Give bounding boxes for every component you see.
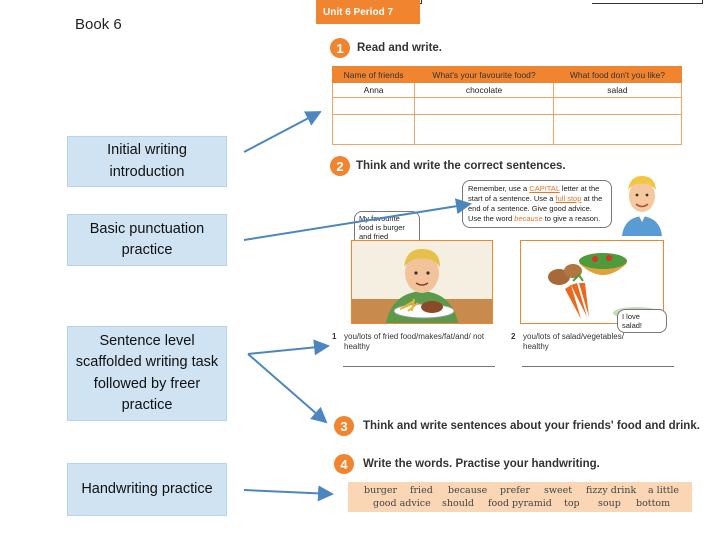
exercise-1-title: Read and write. [357, 42, 442, 54]
answer-line-1 [343, 366, 495, 367]
table-cell [415, 115, 554, 145]
callout-punctuation: Basic punctuation practice [67, 214, 227, 266]
table-cell [333, 98, 415, 115]
table-cell [553, 115, 681, 145]
speech-bubble-salad: I love salad! [617, 309, 667, 333]
top-edge-frame-right [592, 0, 703, 4]
table-cell [333, 115, 415, 145]
word: top [564, 498, 580, 509]
table-row [333, 115, 682, 145]
picture-boy-burger [351, 240, 493, 324]
exercise-3-number: 3 [334, 416, 354, 436]
favourite-food-table [332, 66, 682, 145]
word: fizzy drink [586, 485, 637, 496]
word: fried [410, 485, 433, 496]
word: soup [598, 498, 621, 509]
tip-capital: CAPITAL [529, 184, 560, 193]
table-row [333, 98, 682, 115]
arrow-3a [248, 346, 328, 354]
book-label: Book 6 [75, 16, 122, 33]
table-cell [553, 98, 681, 115]
word-bank [348, 482, 692, 512]
tip-because: because [514, 214, 543, 223]
prompt-2-number: 2 [511, 332, 516, 341]
tip-full-stop: full stop [555, 194, 582, 203]
table-cell: Anna [333, 83, 415, 98]
exercise-4-number: 4 [334, 454, 354, 474]
word: bottom [636, 498, 671, 509]
tip-text: to give a reason. [542, 214, 601, 223]
callout-initial-writing: Initial writing introduction [67, 136, 227, 187]
callout-sentence-level: Sentence level scaffolded writing task followed by freer practice [67, 326, 227, 421]
table-header: What food don't you like? [553, 67, 681, 83]
table-header: Name of friends [333, 67, 415, 83]
callout-handwriting: Handwriting practice [67, 463, 227, 516]
speech-bubble-boy: My favourite food is burger and fried [354, 211, 420, 253]
arrow-3b [248, 354, 326, 422]
unit-bar: Unit 6 Period 7 [316, 0, 420, 24]
prompt-1-number: 1 [332, 332, 337, 341]
prompt-1-text: you/lots of fried food/makes/fat/and/ not healthy [344, 332, 485, 351]
exercise-3-title: Think and write sentences about your friends' food and drink. [363, 420, 700, 432]
tip-text: at the end of a sentence. Give good advice. Use the word [468, 194, 603, 223]
word: burger [364, 485, 397, 496]
arrow-1 [244, 112, 320, 152]
table-cell: chocolate [415, 83, 554, 98]
word: because [448, 485, 488, 496]
word: prefer [500, 485, 530, 496]
exercise-1-number: 1 [330, 38, 350, 58]
boy-eating-illustration [352, 241, 492, 323]
word: should [442, 498, 474, 509]
prompt-2-text: you/lots of salad/vegetables/ healthy [523, 332, 624, 351]
word: good advice [373, 498, 431, 509]
table-header: What's your favourite food? [415, 67, 554, 83]
arrow-4 [244, 490, 332, 494]
word: sweet [544, 485, 573, 496]
exercise-2-title: Think and write the correct sentences. [356, 160, 566, 172]
table-cell: salad [553, 83, 681, 98]
tip-text: Remember, use a [468, 184, 530, 193]
tip-text: letter at the start of a sentence. Use a [468, 184, 600, 203]
exercise-2-number: 2 [330, 156, 350, 176]
word: food pyramid [488, 498, 552, 509]
table-row [333, 83, 682, 98]
exercise-4-title: Write the words. Practise your handwriting. [363, 458, 600, 470]
teacher-illustration [618, 168, 666, 236]
tip-box [462, 180, 612, 228]
table-cell [415, 98, 554, 115]
word: a little [648, 485, 680, 496]
answer-line-2 [522, 366, 674, 367]
